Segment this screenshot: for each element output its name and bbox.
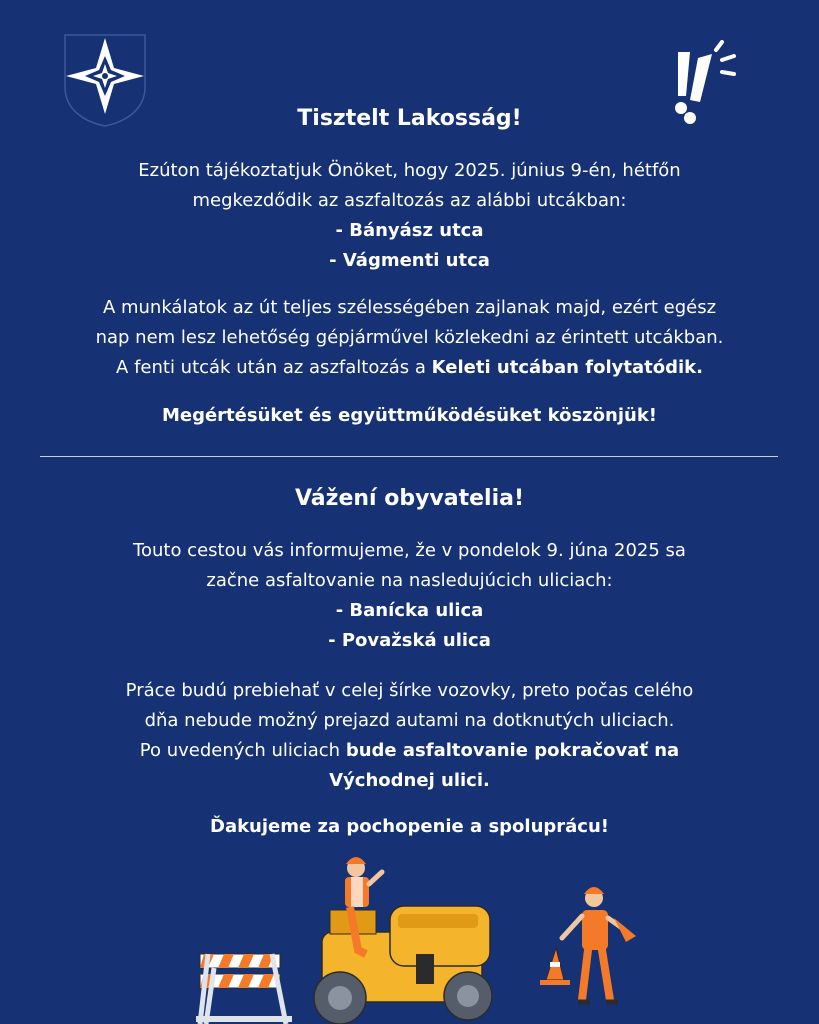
sk-intro-line-2: začne asfaltovanie na nasledujúcich uliciach: [206,570,613,591]
traffic-cone-icon [540,948,570,985]
sk-intro-line-1: Touto cestou vás informujeme, že v pondelok 9. júna 2025 sa [133,540,686,561]
sk-street-2: - Považská ulica [328,630,491,651]
worker-with-cone-icon [562,887,636,1002]
hu-body-line-2: nap nem lesz lehetőség gépjárművel közlekedni az érintett utcákban. [95,327,724,348]
road-barrier-icon [196,954,292,1024]
sk-body [30,676,789,796]
sk-intro [30,536,789,656]
hu-intro-line-1: Ezúton tájékoztatjuk Önöket, hogy 2025. június 9-én, hétfőn [138,160,681,181]
sk-street-1: - Banícka ulica [335,600,484,621]
hu-thanks: Megértésüket és együttműködésüket köszönjük! [161,405,658,426]
hu-street-2: - Vágmenti utca [329,250,490,271]
sk-body-line-4: Východnej ulici. [329,770,490,791]
hu-body-line-3-plain: A fenti utcák után az aszfaltozás a [116,357,432,378]
hu-body-line-3 [30,353,789,383]
road-work-illustration [190,850,640,1024]
sk-body-line-1: Práce budú prebiehať v celej šírke vozovky, preto počas celého [125,680,694,701]
hu-body-line-3-bold: Keleti utcában folytatódik. [431,357,703,378]
sk-title: Vážení obyvatelia! [294,486,525,511]
hu-intro [30,156,789,276]
sk-body-line-3-plain: Po uvedených uliciach [139,740,346,761]
sk-body-line-3-bold: bude asfaltovanie pokračovať na [345,740,680,761]
hu-body-line-1: A munkálatok az út teljes szélességében zajlanak majd, ezért egész [102,297,717,318]
hu-title: Tisztelt Lakosság! [297,106,522,131]
sk-thanks: Ďakujeme za pochopenie a spoluprácu! [210,816,609,837]
section-divider [40,456,778,457]
sk-body-line-3 [30,736,789,766]
road-roller-icon [314,906,492,1024]
hu-intro-line-2: megkezdődik az aszfaltozás az alábbi utcákban: [192,190,627,211]
hu-body [30,293,789,383]
hu-street-1: - Bányász utca [335,220,484,241]
sk-body-line-2: dňa nebude možný prejazd autami na dotknutých uliciach. [144,710,675,731]
